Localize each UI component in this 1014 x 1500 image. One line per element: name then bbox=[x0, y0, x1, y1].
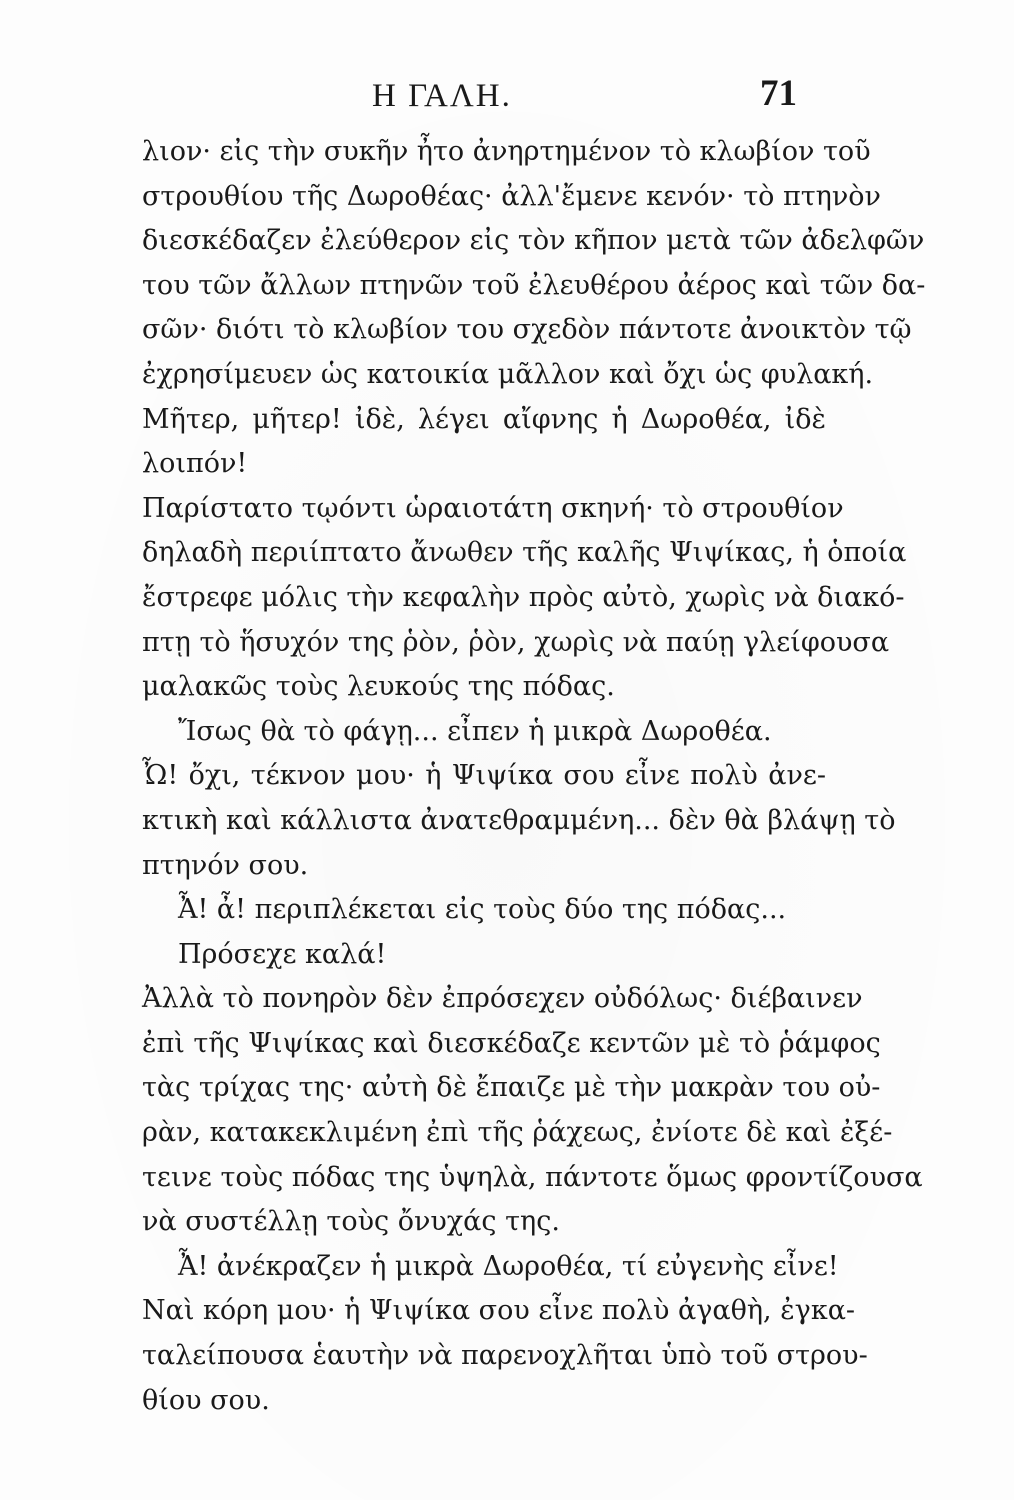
text-line: θίου σου. bbox=[142, 1384, 270, 1416]
text-line: πτῃ τὸ ἥσυχόν της ῥὸν, ῥὸν, χωρὶς νὰ παύῃ γλείφουσα bbox=[142, 626, 890, 658]
text-line: τεινε τοὺς πόδας της ὑψηλὰ, πάντοτε ὅμως φροντίζουσα bbox=[142, 1161, 923, 1193]
text-line: δηλαδὴ περιίπτατο ἄνωθεν τῆς καλῆς Ψιψίκας, ἡ ὁποία bbox=[142, 537, 907, 569]
text-line: μαλακῶς τοὺς λευκούς της πόδας. bbox=[142, 671, 615, 703]
text-line: Ἀλλὰ τὸ πονηρὸν δὲν ἐπρόσεχεν οὐδόλως· διέβαινεν bbox=[142, 983, 863, 1015]
text-line: ἐχρησίμευεν ὡς κατοικία μᾶλλον καὶ ὄχι ὡς φυλακή. bbox=[142, 358, 874, 390]
text-line: ἐπὶ τῆς Ψιψίκας καὶ διεσκέδαζε κεντῶν μὲ τὸ ῥάμφος bbox=[142, 1027, 881, 1059]
page-number: 71 bbox=[760, 73, 797, 114]
text-line: Ἴσως θὰ τὸ φάγῃ... εἶπεν ἡ μικρὰ Δωροθέα. bbox=[178, 715, 772, 747]
text-line: σῶν· διότι τὸ κλωβίον του σχεδὸν πάντοτε ἀνοικτὸν τῷ bbox=[142, 314, 912, 346]
text-line: κτικὴ καὶ κάλλιστα ἀνατεθραμμένη... δὲν θὰ βλάψῃ τὸ bbox=[142, 804, 896, 836]
running-head: Η ΓΑΛΗ. bbox=[372, 78, 512, 114]
text-line: πτηνόν σου. bbox=[142, 849, 309, 881]
text-line: Ὦ! ὄχι, τέκνον μου· ἡ Ψιψίκα σου εἶνε πολὺ ἀνε- bbox=[142, 760, 826, 792]
text-line: του τῶν ἄλλων πτηνῶν τοῦ ἐλευθέρου ἀέρος καὶ τῶν δα- bbox=[142, 269, 926, 301]
text-line: λιον· εἰς τὴν συκῆν ἦτο ἀνηρτημένον τὸ κλωβίον τοῦ bbox=[142, 136, 871, 167]
body-text bbox=[142, 130, 926, 1423]
text-line: Παρίστατο τῳόντι ὡραιοτάτη σκηνή· τὸ στρουθίον bbox=[142, 492, 844, 524]
text-line: στρουθίου τῆς Δωροθέας· ἀλλ'ἔμενε κενόν· τὸ πτηνὸν bbox=[142, 180, 881, 212]
text-line: ἔστρεφε μόλις τὴν κεφαλὴν πρὸς αὐτὸ, χωρὶς νὰ διακό- bbox=[142, 581, 905, 613]
text-line: λοιπόν! bbox=[142, 448, 248, 480]
text-line: Πρόσεχε καλά! bbox=[178, 938, 387, 970]
text-line: ρὰν, κατακεκλιμένη ἐπὶ τῆς ῥάχεως, ἐνίοτε δὲ καὶ ἐξέ- bbox=[142, 1117, 893, 1149]
text-line: διεσκέδαζεν ἐλεύθερον εἰς τὸν κῆπον μετὰ τῶν ἀδελφῶν bbox=[142, 225, 925, 257]
text-line: Μῆτερ, μῆτερ! ἰδὲ, λέγει αἴφνης ἡ Δωροθέα, ἰδὲ bbox=[142, 403, 826, 435]
text-line: νὰ συστέλλῃ τοὺς ὄνυχάς της. bbox=[142, 1206, 560, 1238]
text-line: ταλείπουσα ἑαυτὴν νὰ παρενοχλῆται ὑπὸ τοῦ στρου- bbox=[142, 1340, 868, 1372]
text-line: τὰς τρίχας της· αὐτὴ δὲ ἔπαιζε μὲ τὴν μακρὰν του οὐ- bbox=[142, 1072, 881, 1104]
text-line: Ἆ! ἀνέκραζεν ἡ μικρὰ Δωροθέα, τί εὐγενὴς εἶνε! bbox=[178, 1250, 839, 1282]
text-line: Ἆ! ἆ! περιπλέκεται εἰς τοὺς δύο της πόδας... bbox=[178, 894, 787, 926]
text-line: Ναὶ κόρη μου· ἡ Ψιψίκα σου εἶνε πολὺ ἀγαθὴ, ἐγκα- bbox=[142, 1295, 856, 1327]
